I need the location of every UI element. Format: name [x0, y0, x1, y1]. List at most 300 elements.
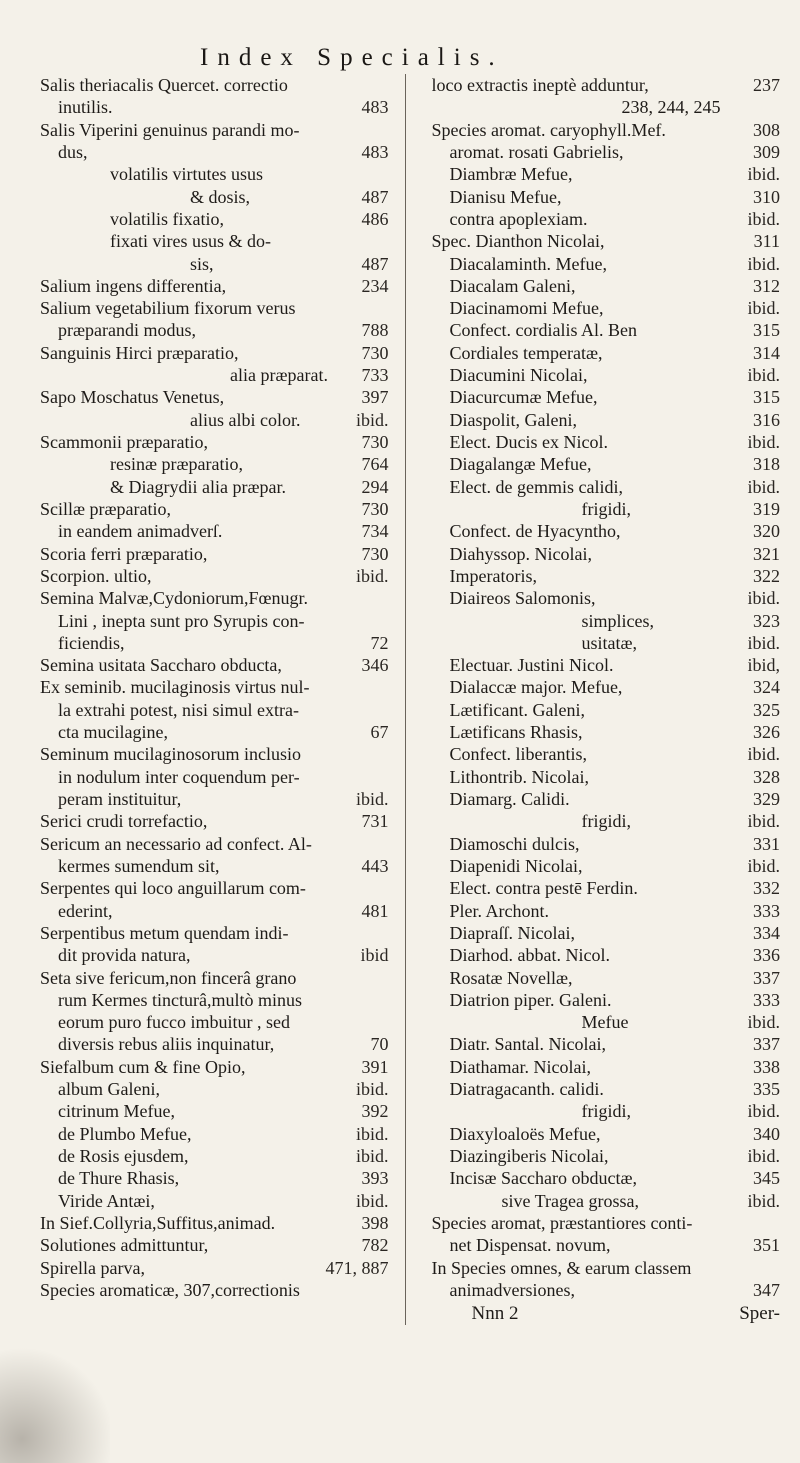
entry-text: Diambræ Mefue, — [449, 164, 573, 185]
entry-text: In Species omnes, & earum classem — [431, 1257, 692, 1278]
right-entry — [432, 1167, 781, 1189]
page-stain — [0, 1343, 110, 1463]
entry-text: alia præparat. — [230, 365, 328, 386]
entry-text: Diarhod. abbat. Nicol. — [449, 945, 610, 966]
entry-text: Scoria ferri præparatio, — [40, 543, 208, 564]
entry-text: Mefue — [581, 1012, 629, 1033]
entry-page-ref: 326 — [753, 722, 780, 743]
right-entry — [432, 543, 781, 565]
left-entry — [40, 1212, 389, 1234]
left-entry — [40, 543, 389, 565]
entry-text: de Rosis ejusdem, — [58, 1146, 189, 1166]
left-entry — [40, 610, 389, 632]
right-entry — [432, 610, 781, 632]
entry-text: Semina usitata Saccharo obducta, — [40, 655, 282, 676]
entry-page-ref: 487 — [361, 253, 389, 274]
entry-text: Diaspolit, Galeni, — [449, 409, 577, 430]
right-entry — [432, 1257, 781, 1279]
entry-text: Confect. liberantis, — [449, 744, 587, 765]
entry-text: In Sief.Collyria,Suffitus,animad. — [40, 1212, 276, 1233]
entry-page-ref: 311 — [753, 231, 780, 252]
left-entry — [40, 498, 389, 520]
entry-text: Diazingiberis Nicolai, — [449, 1146, 609, 1166]
entry-text: Seminum mucilaginosorum inclusio — [40, 744, 301, 765]
entry-page-ref: ibid, — [747, 655, 780, 676]
entry-page-ref: ibid. — [355, 565, 389, 586]
entry-text: frigidi, — [581, 1101, 631, 1122]
entry-page-ref: 323 — [753, 610, 780, 631]
right-entry — [432, 431, 781, 453]
entry-text: Incisæ Saccharo obductæ, — [449, 1168, 637, 1189]
entry-text: Scammonii præparatio, — [40, 432, 208, 452]
left-entry — [40, 676, 389, 698]
entry-page-ref: ibid. — [747, 1012, 780, 1033]
right-entry — [432, 498, 781, 520]
left-entry — [40, 297, 389, 319]
left-entry — [40, 208, 389, 230]
entry-text: Diacinamomi Mefue, — [449, 298, 604, 319]
entry-page-ref: ibid. — [747, 432, 780, 452]
left-entry — [40, 409, 389, 431]
entry-page-ref: 332 — [753, 878, 780, 899]
right-entry — [432, 900, 781, 922]
entry-page-ref: 319 — [753, 498, 780, 519]
left-entry — [40, 163, 389, 185]
entry-page-ref: 351 — [753, 1235, 780, 1256]
right-entry — [432, 1123, 781, 1145]
entry-text: dit provida natura, — [58, 945, 191, 966]
entry-page-ref: ibid — [360, 945, 389, 966]
left-entry — [40, 766, 389, 788]
entry-text: album Galeni, — [58, 1079, 160, 1100]
entry-text: frigidi, — [581, 811, 631, 832]
entry-text: Diapraſſ. Nicolai, — [449, 922, 575, 943]
left-entry — [40, 632, 389, 654]
left-entry — [40, 186, 389, 208]
left-entry — [40, 119, 389, 141]
entry-page-ref: 322 — [753, 565, 780, 586]
entry-text: Salium ingens differentia, — [40, 275, 227, 296]
entry-text: Scillæ præparatio, — [40, 498, 171, 519]
entry-text: diversis rebus aliis inquinatur, — [58, 1034, 275, 1055]
left-entry — [40, 1234, 389, 1256]
right-entry — [432, 989, 781, 1011]
entry-page-ref: 471, 887 — [325, 1257, 389, 1278]
entry-page-ref: 337 — [753, 967, 780, 988]
entry-text: la extrahi potest, nisi simul extra- — [58, 699, 299, 720]
entry-text: Sanguinis Hirci præparatio, — [40, 342, 239, 363]
entry-page-ref: 329 — [753, 789, 780, 809]
entry-text: Ex seminib. mucilaginosis virtus nul- — [40, 677, 310, 698]
entry-page-ref: ibid. — [747, 164, 780, 185]
entry-page-ref: 72 — [370, 632, 389, 653]
left-entry — [40, 275, 389, 297]
entry-text: Diacalaminth. Mefue, — [449, 253, 607, 274]
entry-text: Lithontrib. Nicolai, — [449, 766, 589, 787]
left-entry — [40, 431, 389, 453]
entry-text: Salis Viperini genuinus parandi mo- — [40, 119, 300, 140]
entry-page-ref: 731 — [361, 811, 389, 832]
entry-page-ref: 315 — [753, 320, 780, 341]
entry-text: Diathamar. Nicolai, — [449, 1056, 591, 1077]
entry-text: Confect. cordialis Al. Ben — [449, 320, 637, 341]
entry-text: dus, — [58, 141, 88, 162]
right-entry — [432, 788, 781, 810]
left-entry — [40, 565, 389, 587]
right-entry — [432, 364, 781, 386]
left-entry — [40, 319, 389, 341]
entry-text: Lætificans Rhasis, — [449, 722, 583, 743]
entry-text: ederint, — [58, 900, 113, 921]
right-entry — [432, 319, 781, 341]
entry-text: Serpentibus metum quendam indi- — [40, 922, 289, 943]
entry-page-ref: ibid. — [747, 811, 780, 832]
entry-text: Species aromat, præstantiores conti- — [431, 1212, 693, 1233]
left-entry — [40, 967, 389, 989]
entry-text: Salis theriacalis Quercet. correctio — [40, 75, 288, 95]
entry-page-ref: 340 — [753, 1123, 780, 1144]
right-entry — [432, 1100, 781, 1122]
left-entry — [40, 1100, 389, 1122]
right-entry — [432, 699, 781, 721]
right-entry — [432, 1033, 781, 1055]
right-entry — [432, 833, 781, 855]
entry-page-ref: 237 — [753, 75, 780, 95]
left-entry — [40, 944, 389, 966]
right-entry — [432, 386, 781, 408]
left-entry — [40, 1033, 389, 1055]
left-entry — [40, 1167, 389, 1189]
entry-page-ref: ibid. — [747, 1146, 780, 1166]
entry-page-ref: ibid. — [747, 208, 780, 229]
right-entry — [432, 944, 781, 966]
entry-text: Diacurcumæ Mefue, — [449, 387, 598, 408]
entry-text: Elect. Ducis ex Nicol. — [449, 432, 608, 452]
entry-text: Dianisu Mefue, — [449, 186, 562, 207]
right-entry — [432, 230, 781, 252]
right-entry — [432, 253, 781, 275]
left-entry — [40, 1279, 389, 1301]
right-entry — [432, 632, 781, 654]
entry-text: Lini , inepta sunt pro Syrupis con- — [58, 610, 305, 631]
entry-page-ref: 483 — [361, 141, 389, 162]
right-entry — [432, 877, 781, 899]
right-entry — [432, 119, 781, 141]
right-entry — [432, 409, 781, 431]
entry-text: Diagalangæ Mefue, — [449, 454, 592, 475]
entry-page-ref: 397 — [361, 387, 389, 408]
entry-text: Lætificant. Galeni, — [449, 699, 585, 720]
entry-text: citrinum Mefue, — [58, 1101, 175, 1122]
entry-text: de Thure Rhasis, — [58, 1168, 180, 1189]
entry-page-ref: 730 — [361, 432, 389, 452]
entry-text: Solutiones admittuntur, — [40, 1235, 209, 1256]
left-entry — [40, 1257, 389, 1279]
entry-page-ref: 730 — [361, 543, 389, 564]
entry-text: Elect. de gemmis calidi, — [449, 476, 623, 497]
entry-page-ref: 333 — [753, 989, 780, 1010]
entry-page-ref: 67 — [370, 722, 389, 743]
left-entry — [40, 520, 389, 542]
right-entry — [432, 810, 781, 832]
entry-text: Scorpion. ultio, — [40, 565, 152, 586]
entry-text: Diaxyloaloës Mefue, — [449, 1123, 601, 1144]
left-entry — [40, 855, 389, 877]
entry-text: in nodulum inter coquendum per- — [58, 766, 300, 787]
left-entry — [40, 253, 389, 275]
right-entry — [432, 743, 781, 765]
entry-text: Species aromat. caryophyll.Mef. — [431, 119, 666, 140]
entry-page-ref: 320 — [753, 521, 780, 542]
entry-page-ref: 70 — [370, 1034, 389, 1055]
left-entry — [40, 1123, 389, 1145]
entry-page-ref: 325 — [753, 699, 780, 720]
entry-text: Dialaccæ major. Mefue, — [449, 677, 623, 698]
left-entry — [40, 654, 389, 676]
entry-page-ref: 788 — [361, 320, 389, 341]
entry-text: cta mucilagine, — [58, 722, 168, 743]
entry-text: Confect. de Hyacyntho, — [449, 521, 621, 542]
entry-page-ref: 331 — [753, 833, 780, 854]
catchword-line — [432, 1303, 781, 1325]
left-entry — [40, 364, 389, 386]
entry-page-ref: ibid. — [355, 1079, 389, 1100]
entry-text: inutilis. — [58, 97, 113, 118]
entry-text: ficiendis, — [58, 632, 125, 653]
right-entry — [432, 766, 781, 788]
entry-text: sis, — [190, 253, 214, 274]
entry-text: Diaireos Salomonis, — [449, 588, 596, 609]
left-entry — [40, 833, 389, 855]
entry-page-ref: 481 — [361, 900, 389, 921]
right-entry — [432, 476, 781, 498]
entry-text: simplices, — [581, 610, 654, 631]
right-entry — [432, 1279, 781, 1301]
left-entry — [40, 1056, 389, 1078]
right-entry — [432, 163, 781, 185]
entry-text: Electuar. Justini Nicol. — [449, 655, 614, 676]
entry-text: peram instituitur, — [58, 789, 182, 809]
entry-text: fixati vires usus & do- — [110, 231, 271, 252]
entry-text: Serpentes qui loco anguillarum com- — [40, 878, 306, 899]
entry-page-ref: 333 — [753, 900, 780, 921]
left-entry — [40, 900, 389, 922]
left-entry — [40, 1145, 389, 1167]
entry-page-ref: 321 — [753, 543, 780, 564]
entry-text: Seta sive fericum,non fincerâ grano — [40, 967, 297, 988]
entry-text: Sapo Moschatus Venetus, — [40, 387, 225, 408]
entry-text: Diahyssop. Nicolai, — [449, 543, 592, 564]
right-entry — [432, 1234, 781, 1256]
entry-page-ref: 391 — [361, 1056, 389, 1077]
entry-text: eorum puro fucco imbuitur , sed — [58, 1012, 290, 1033]
left-entry — [40, 476, 389, 498]
entry-text: Sericum an necessario ad confect. Al- — [40, 833, 312, 854]
right-column — [430, 74, 781, 1325]
entry-text: Pler. Archont. — [449, 900, 549, 921]
right-entry — [432, 855, 781, 877]
entry-text: Rosatæ Novellæ, — [449, 967, 573, 988]
entry-page-ref: 398 — [361, 1212, 389, 1233]
entry-text: Diacumini Nicolai, — [449, 365, 588, 386]
entry-page-ref: 309 — [753, 141, 780, 162]
entry-page-ref: 347 — [753, 1279, 780, 1300]
entry-text: Siefalbum cum & fine Opio, — [40, 1056, 246, 1077]
entry-text: volatilis virtutes usus — [110, 164, 263, 185]
entry-page-ref: ibid. — [355, 1190, 389, 1211]
entry-page-ref: 782 — [361, 1235, 389, 1256]
entry-text: frigidi, — [581, 498, 631, 519]
entry-text: in eandem animadverſ. — [58, 521, 223, 542]
entry-page-ref: 294 — [361, 476, 389, 497]
entry-text: Viride Antæi, — [58, 1190, 155, 1211]
entry-text: Cordiales temperatæ, — [449, 342, 603, 363]
left-entry — [40, 1078, 389, 1100]
right-entry — [432, 922, 781, 944]
entry-text: Diatr. Santal. Nicolai, — [449, 1034, 606, 1055]
index-columns — [40, 74, 780, 1325]
left-entry — [40, 386, 389, 408]
entry-text: Diapenidi Nicolai, — [449, 855, 583, 876]
entry-page-ref: 730 — [361, 498, 389, 519]
entry-page-ref: 392 — [361, 1101, 389, 1122]
entry-page-ref: 337 — [753, 1034, 780, 1055]
entry-page-ref: 334 — [753, 922, 780, 943]
entry-text: Diamarg. Calidi. — [449, 789, 570, 809]
entry-text: & dosis, — [190, 186, 251, 207]
entry-text: Salium vegetabilium fixorum verus — [40, 298, 296, 319]
entry-page-ref: 234 — [361, 275, 389, 296]
left-entry — [40, 810, 389, 832]
left-entry — [40, 587, 389, 609]
entry-page-ref: 308 — [753, 119, 780, 140]
entry-text: Diatragacanth. calidi. — [449, 1079, 604, 1100]
entry-page-ref: 336 — [753, 945, 780, 966]
left-entry — [40, 453, 389, 475]
entry-page-ref: 310 — [753, 186, 780, 207]
entry-page-ref: ibid. — [355, 789, 389, 809]
left-entry — [40, 74, 389, 96]
entry-text: Spec. Dianthon Nicolai, — [431, 231, 605, 252]
entry-page-ref: 393 — [361, 1168, 389, 1189]
running-head: Index Specialis. — [200, 44, 504, 71]
right-entry — [432, 1190, 781, 1212]
entry-text: Spirella parva, — [40, 1257, 145, 1278]
right-entry — [432, 1145, 781, 1167]
right-entry — [432, 208, 781, 230]
right-entry — [432, 1011, 781, 1033]
entry-page-ref: 483 — [361, 97, 389, 118]
entry-page-ref: ibid. — [747, 365, 780, 386]
right-entry — [432, 96, 781, 118]
right-entry — [432, 1212, 781, 1234]
right-entry — [432, 676, 781, 698]
entry-page-ref: ibid. — [747, 476, 780, 497]
entry-page-ref: ibid. — [355, 1146, 389, 1166]
entry-text: Diacalam Galeni, — [449, 275, 576, 296]
signature-mark: Nnn 2 — [471, 1303, 519, 1325]
entry-text: Elect. contra pestē Ferdin. — [449, 878, 638, 899]
entry-text: alius albi color. — [190, 409, 301, 430]
left-entry — [40, 342, 389, 364]
entry-text: loco extractis ineptè adduntur, — [431, 75, 649, 95]
entry-page-ref: ibid. — [355, 1123, 389, 1144]
entry-page-ref: 345 — [753, 1168, 780, 1189]
entry-page-ref: 315 — [753, 387, 780, 408]
entry-page-ref: ibid. — [747, 588, 780, 609]
left-entry — [40, 699, 389, 721]
entry-text: rum Kermes tincturâ,multò minus — [58, 989, 302, 1010]
left-entry — [40, 1190, 389, 1212]
left-entry — [40, 1011, 389, 1033]
right-entry — [432, 654, 781, 676]
right-entry — [432, 565, 781, 587]
entry-text: Semina Malvæ,Cydoniorum,Fœnugr. — [40, 588, 309, 609]
entry-text: de Plumbo Mefue, — [58, 1123, 192, 1144]
entry-page-ref: ibid. — [747, 632, 780, 653]
entry-text: 238, 244, 245 — [621, 97, 721, 118]
entry-text: Diatrion piper. Galeni. — [449, 989, 612, 1010]
entry-page-ref: 733 — [361, 365, 389, 386]
right-entry — [432, 74, 781, 96]
right-entry — [432, 1078, 781, 1100]
entry-page-ref: ibid. — [747, 1101, 780, 1122]
entry-page-ref: 487 — [361, 186, 389, 207]
left-entry — [40, 877, 389, 899]
left-entry — [40, 96, 389, 118]
entry-page-ref: 734 — [361, 521, 389, 542]
entry-text: Species aromaticæ, 307,correctionis — [40, 1279, 300, 1300]
right-entry — [432, 453, 781, 475]
left-entry — [40, 989, 389, 1011]
entry-text: præparandi modus, — [58, 320, 196, 341]
left-entry — [40, 743, 389, 765]
entry-page-ref: 316 — [753, 409, 780, 430]
entry-page-ref: 312 — [753, 275, 780, 296]
entry-page-ref: ibid. — [747, 298, 780, 319]
left-column — [40, 74, 406, 1325]
left-entry — [40, 230, 389, 252]
entry-page-ref: ibid. — [747, 1190, 780, 1211]
left-entry — [40, 141, 389, 163]
entry-text: resinæ præparatio, — [110, 454, 243, 475]
entry-page-ref: ibid. — [747, 253, 780, 274]
right-entry — [432, 587, 781, 609]
right-entry — [432, 721, 781, 743]
entry-page-ref: 443 — [361, 855, 389, 876]
entry-text: aromat. rosati Gabrielis, — [449, 141, 624, 162]
entry-page-ref: ibid. — [355, 409, 389, 430]
entry-page-ref: 338 — [753, 1056, 780, 1077]
entry-page-ref: ibid. — [747, 744, 780, 765]
right-entry — [432, 342, 781, 364]
entry-text: contra apoplexiam. — [449, 208, 588, 229]
entry-page-ref: 314 — [753, 342, 780, 363]
entry-page-ref: ibid. — [747, 855, 780, 876]
entry-page-ref: 328 — [753, 766, 780, 787]
entry-text: animadversiones, — [449, 1279, 575, 1300]
entry-text: net Dispensat. novum, — [449, 1235, 611, 1256]
right-entry — [432, 186, 781, 208]
left-entry — [40, 922, 389, 944]
entry-page-ref: 346 — [361, 655, 389, 676]
entry-text: usitatæ, — [581, 632, 638, 653]
entry-text: kermes sumendum sit, — [58, 855, 220, 876]
entry-text: volatilis fixatio, — [110, 208, 224, 229]
entry-page-ref: 730 — [361, 342, 389, 363]
entry-page-ref: 324 — [753, 677, 780, 698]
entry-page-ref: 335 — [753, 1079, 780, 1100]
